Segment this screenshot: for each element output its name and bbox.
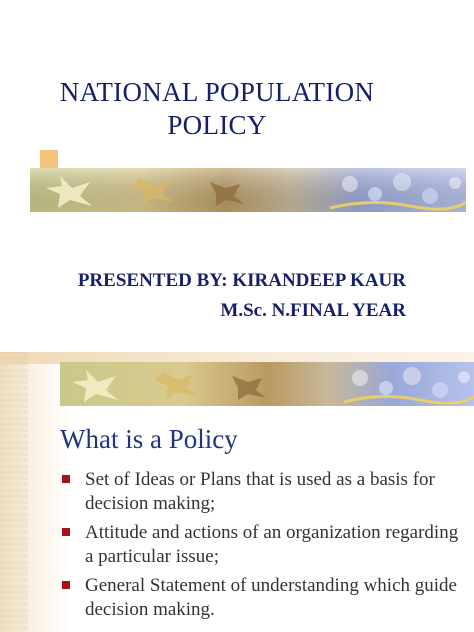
leaf-banner-image — [30, 168, 466, 212]
bullet-list — [60, 468, 460, 627]
slide-title — [0, 76, 434, 142]
bullet-text: Set of Ideas or Plans that is used as a basis for decision making; — [85, 469, 435, 514]
bullet-text: General Statement of understanding which guide decision making. — [85, 575, 457, 620]
content-slide — [0, 352, 474, 632]
list-item — [60, 574, 460, 622]
presenter-name: PRESENTED BY: KIRANDEEP KAUR — [77, 270, 406, 291]
square-bullet-icon — [62, 475, 70, 483]
leaf-banner-image — [60, 362, 474, 406]
list-item — [60, 521, 460, 569]
square-bullet-icon — [62, 528, 70, 536]
parchment-texture — [0, 352, 28, 632]
presenter-course: M.Sc. N.FINAL YEAR — [220, 300, 406, 321]
slide-heading: What is a Policy — [60, 424, 238, 454]
list-item — [60, 468, 460, 516]
slide-title-line-2: POLICY — [167, 110, 267, 140]
bullet-text: Attitude and actions of an organization regarding a particular issue; — [85, 522, 459, 567]
square-bullet-icon — [62, 581, 70, 589]
slide-title-line-1: NATIONAL POPULATION — [59, 77, 375, 107]
